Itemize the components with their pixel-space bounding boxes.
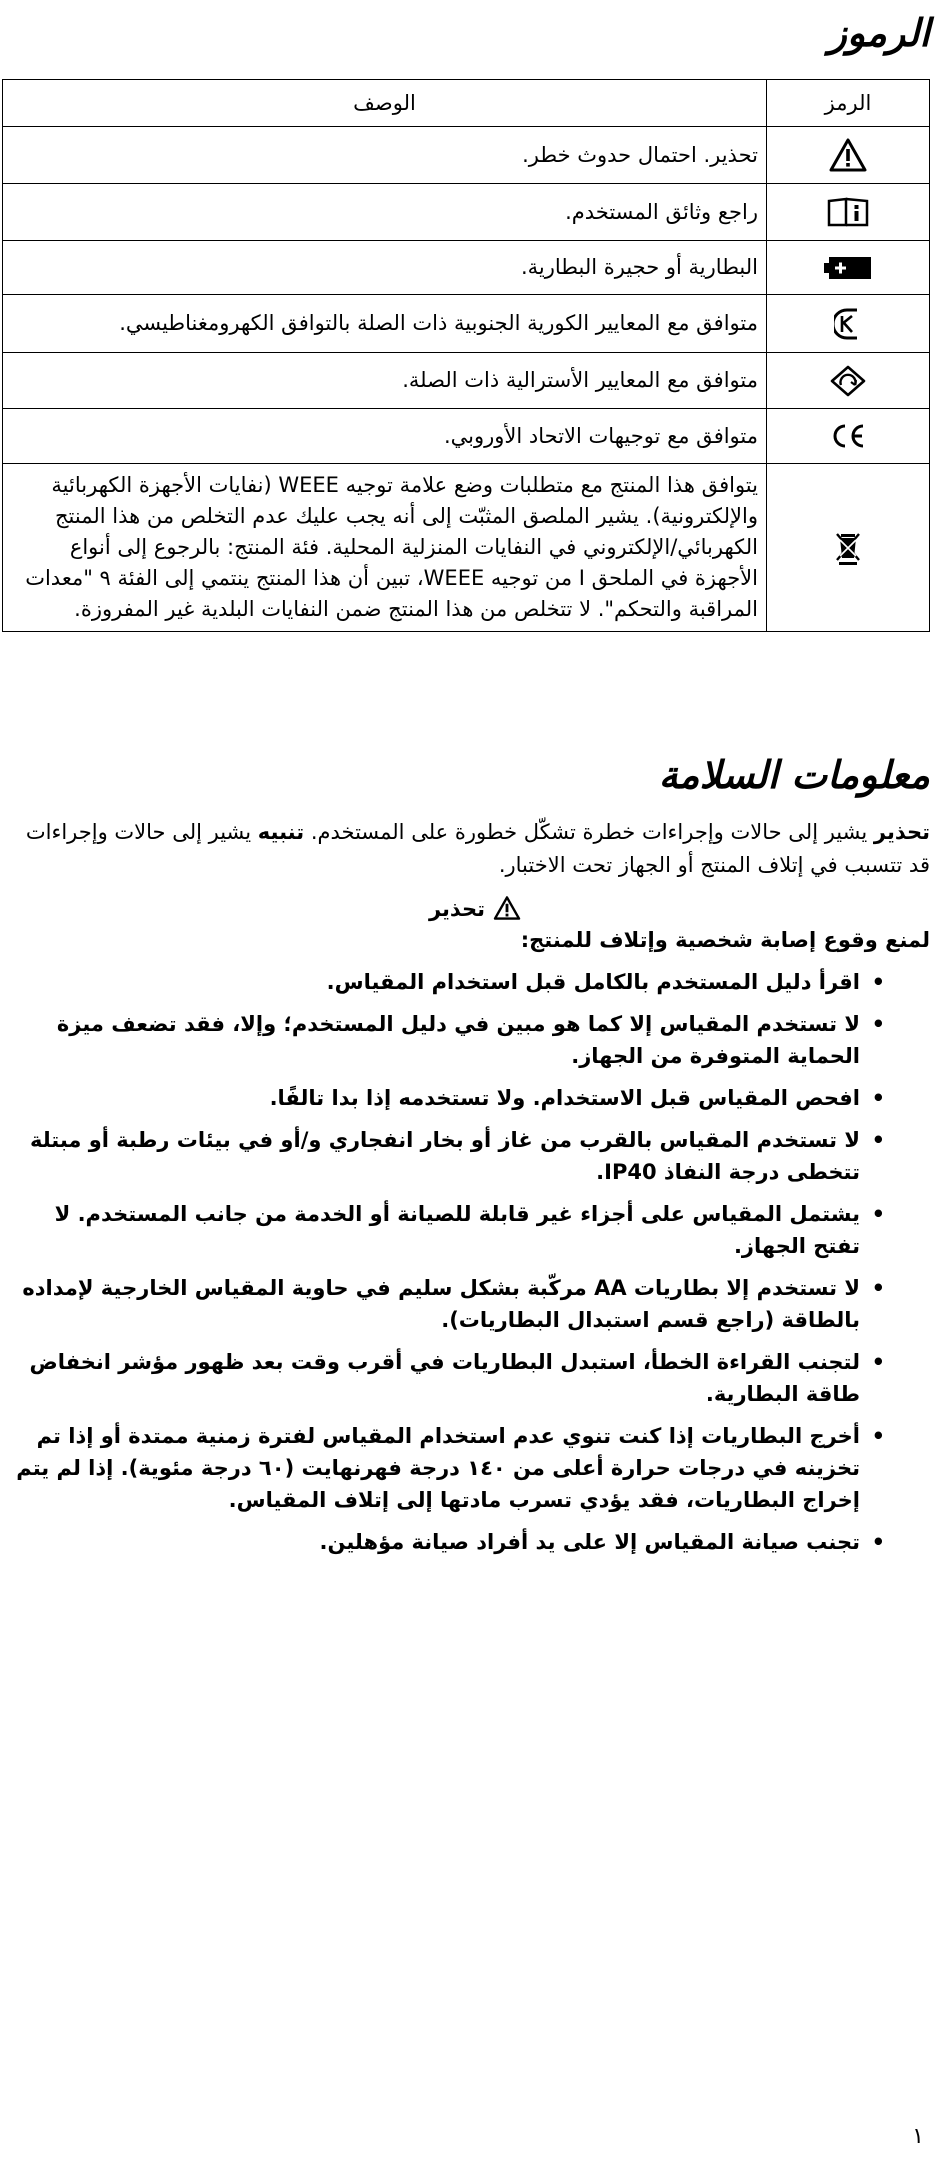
australian-rcm-icon [829,364,867,398]
warning-triangle-icon [493,896,521,920]
caution-term: تنبيه [257,820,305,844]
symbols-table-header [3,80,930,127]
safety-warnings-list [10,966,950,1568]
safety-section-title: معلومات السلامة [658,752,930,797]
table-row [3,127,930,184]
page-number: ١ [912,2124,924,2149]
warning-lead-text: لمنع وقوع إصابة شخصية وإتلاف للمنتج: [520,928,930,952]
warning-definition: يشير إلى حالات وإجراءات خطرة تشكّل خطورة على المستخدم. [304,820,874,844]
symbol-description: متوافق مع توجيهات الاتحاد الأوروبي. [3,409,767,464]
safety-intro [20,816,930,882]
list-item: • يشتمل المقياس على أجزاء غير قابلة للصيانة أو الخدمة من جانب المستخدم. لا تفتح الجهاز. [10,1198,950,1262]
symbols-section-title: الرموز [828,10,930,55]
table-row [3,241,930,295]
weee-bin-icon [835,528,861,568]
user-documentation-icon [826,196,870,228]
caution-definition: يشير إلى حالات وإجراءات قد تتسبب في إتلاف المنتج أو الجهاز تحت الاختبار. [25,820,930,877]
table-row [3,409,930,464]
table-row [3,353,930,409]
symbol-description: البطارية أو حجيرة البطارية. [3,241,767,295]
korean-kc-mark-icon [834,306,862,342]
list-item: • تجنب صيانة المقياس إلا على يد أفراد صيانة مؤهلين. [10,1526,950,1558]
symbol-column-header: الرمز [767,80,930,127]
symbols-table [2,79,930,632]
symbol-description: راجع وثائق المستخدم. [3,184,767,241]
symbol-description: يتوافق هذا المنتج مع متطلبات وضع علامة توجيه WEEE (نفايات الأجهزة الكهربائية والإلكترونية). يشير الملصق المثبّت إلى أنه يجب عليك عدم التخلص من هذا المنتج الكهربائي/الإلكتروني في النفايات المنزلية المحلية. فئة المنتج: بالرجوع إلى أنواع الأجهزة في الملحق I من توجيه WEEE، تبين أن هذا المنتج ينتمي إلى الفئة ٩ "معدات المراقبة والتحكم". لا تتخلص من هذا المنتج ضمن النفايات البلدية غير المفروزة. [3,464,767,632]
symbol-description: تحذير. احتمال حدوث خطر. [3,127,767,184]
warning-triangle-icon [829,138,867,172]
warning-term: تحذير [873,820,930,844]
table-row [3,464,930,632]
list-item: • لا تستخدم إلا بطاريات AA مركّبة بشكل سليم في حاوية المقياس الخارجية لإمداده بالطاقة (راجع قسم استبدال البطاريات). [10,1272,950,1336]
warning-heading-label: تحذير [428,897,486,921]
list-item: • لا تستخدم المقياس إلا كما هو مبين في دليل المستخدم؛ وإلا، فقد تضعف ميزة الحماية المتوفرة من الجهاز. [10,1008,950,1072]
description-column-header: الوصف [3,80,767,127]
symbol-description: متوافق مع المعايير الأسترالية ذات الصلة. [3,353,767,409]
symbol-description: متوافق مع المعايير الكورية الجنوبية ذات الصلة بالتوافق الكهرومغناطيسي. [3,295,767,353]
table-row [3,295,930,353]
list-item: • اقرأ دليل المستخدم بالكامل قبل استخدام المقياس. [10,966,950,998]
list-item: • افحص المقياس قبل الاستخدام. ولا تستخدمه إذا بدا تالفًا. [10,1082,950,1114]
list-item: • أخرج البطاريات إذا كنت تنوي عدم استخدام المقياس لفترة زمنية ممتدة أو إذا تم تخزينه في درجات حرارة أعلى من ١٤٠ درجة فهرنهايت (٦٠ درجة مئوية). إذا لم يتم إخراج البطاريات، فقد يؤدي تسرب مادتها إلى إتلاف المقياس. [10,1420,950,1516]
warning-heading [0,896,950,921]
list-item: • لتجنب القراءة الخطأ، استبدل البطاريات في أقرب وقت بعد ظهور مؤشر انخفاض طاقة البطارية. [10,1346,950,1410]
table-row [3,184,930,241]
battery-icon [823,255,873,281]
list-item: • لا تستخدم المقياس بالقرب من غاز أو بخار انفجاري و/أو في بيئات رطبة أو مبتلة تتخطى درجة النفاذ IP40. [10,1124,950,1188]
ce-mark-icon [828,421,868,451]
